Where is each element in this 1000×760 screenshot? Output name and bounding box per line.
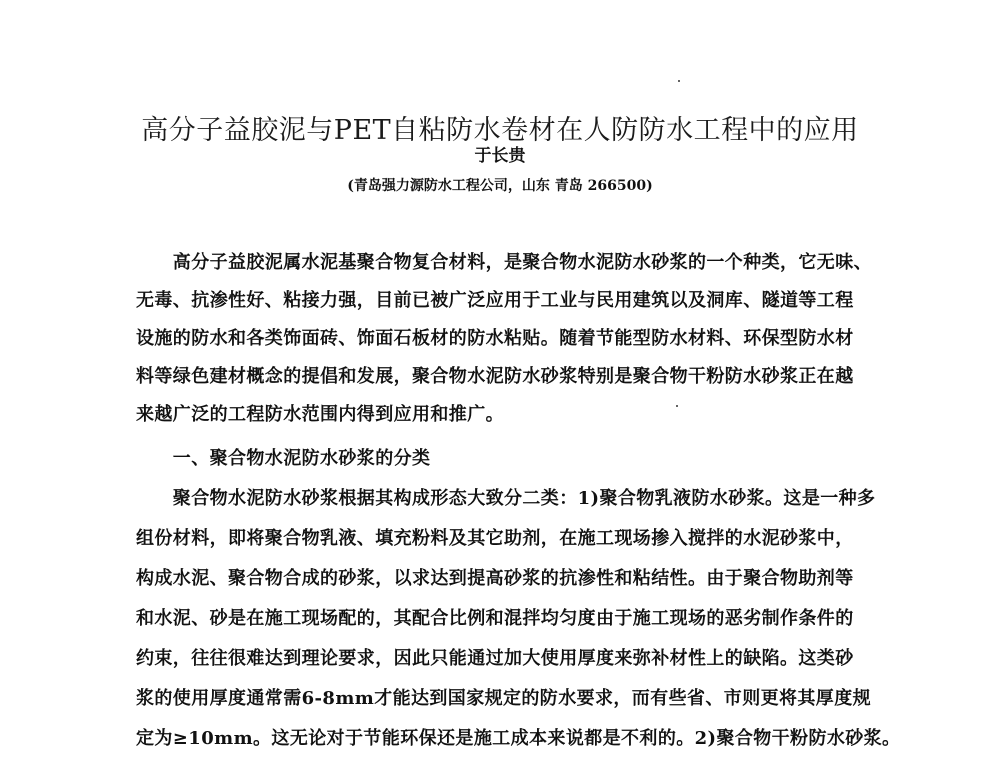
body-line-10: 约束，往往很难达到理论要求，因此只能通过加大使用厚度来弥补材性上的缺陷。这类砂 [136, 648, 854, 669]
paper-affiliation: (青岛强力源防水工程公司，山东 青岛 266500) [347, 178, 653, 194]
paper-author: 于长贵 [474, 146, 526, 166]
body-line-4: 料等绿色建材概念的提倡和发展，聚合物水泥防水砂浆特别是聚合物干粉防水砂浆正在越 [136, 366, 854, 387]
paper-title: 高分子益胶泥与PET自粘防水卷材在人防防水工程中的应用 [141, 115, 859, 147]
scan-speck [678, 80, 680, 82]
body-line-5: 来越广泛的工程防水范围内得到应用和推广。 [136, 404, 504, 425]
body-line-3: 设施的防水和各类饰面砖、饰面石板材的防水粘贴。随着节能型防水材料、环保型防水材 [136, 328, 854, 349]
body-line-12: 定为≥10mm。这无论对于节能环保还是施工成本来说都是不利的。2)聚合物干粉防水砂浆。 [136, 728, 901, 749]
body-line-9: 和水泥、砂是在施工现场配的，其配合比例和混拌均匀度由于施工现场的恶劣制作条件的 [136, 608, 854, 629]
section-heading-1: 一、聚合物水泥防水砂浆的分类 [136, 448, 431, 469]
body-line-2: 无毒、抗渗性好、粘接力强，目前已被广泛应用于工业与民用建筑以及洞库、隧道等工程 [136, 290, 854, 311]
scan-speck [676, 405, 678, 407]
body-line-7: 组份材料，即将聚合物乳液、填充粉料及其它助剂，在施工现场掺入搅拌的水泥砂浆中， [136, 528, 854, 549]
body-line-11: 浆的使用厚度通常需6-8mm才能达到国家规定的防水要求，而有些省、市则更将其厚度规 [136, 688, 872, 709]
body-line-1: 高分子益胶泥属水泥基聚合物复合材料，是聚合物水泥防水砂浆的一个种类，它无味、 [136, 252, 872, 273]
body-line-8: 构成水泥、聚合物合成的砂浆，以求达到提高砂浆的抗渗性和粘结性。由于聚合物助剂等 [136, 568, 854, 589]
body-line-6: 聚合物水泥防水砂浆根据其构成形态大致分二类：1)聚合物乳液防水砂浆。这是一种多 [136, 488, 876, 509]
